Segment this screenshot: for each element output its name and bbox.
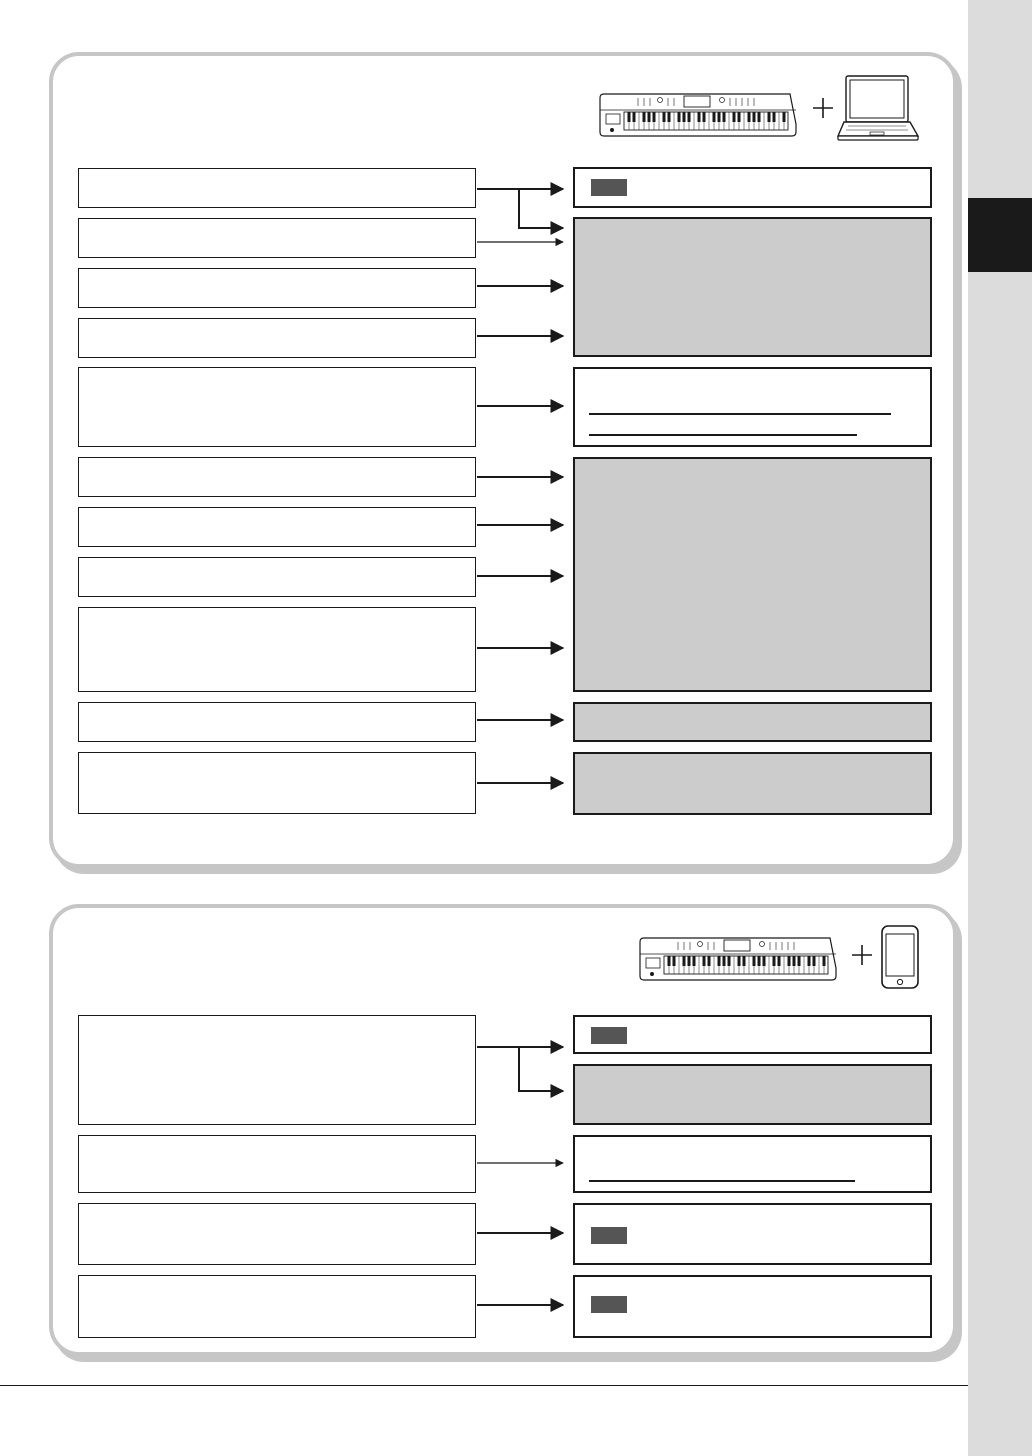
chapter-tab-marker bbox=[968, 198, 1032, 272]
